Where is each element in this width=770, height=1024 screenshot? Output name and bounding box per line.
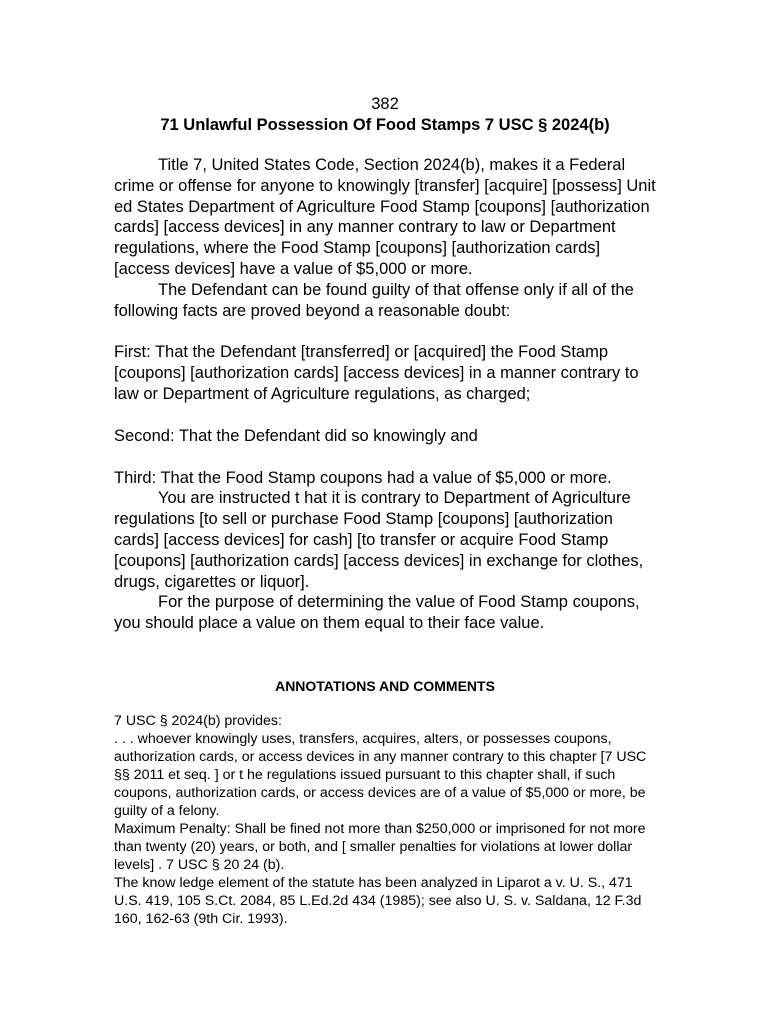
element-third: Third: That the Food Stamp coupons had a value of $5,000 or more.	[114, 468, 612, 487]
instruction-text	[114, 155, 659, 634]
paragraph-value: For the purpose of determining the value of Food Stamp coupons, you should place a value on them equal to their face value.	[114, 593, 640, 633]
page-number: 382	[371, 95, 399, 113]
annotation-penalty: Maximum Penalty: Shall be fined not more than $250,000 or imprisoned for not more than twenty (20) years, or both, and [ smaller penalties for violations at lower dollar levels] . 7 USC § 20 24 (b).	[114, 821, 646, 873]
page-title: 71 Unlawful Possession Of Food Stamps 7 USC § 2024(b)	[160, 116, 610, 134]
annotations-text	[114, 712, 659, 928]
element-second: Second: That the Defendant did so knowingly and	[114, 426, 478, 445]
element-first: First: That the Defendant [transferred] or [acquired] the Food Stamp [coupons] [authorization cards] [access devices] in a manner contrary to law or Department of Agriculture regulations, as charged;	[114, 343, 639, 403]
annotation-statute: 7 USC § 2024(b) provides:	[114, 713, 282, 729]
paragraph-elements-intro: The Defendant can be found guilty of that offense only if all of the following facts are proved beyond a reasonable doubt:	[114, 280, 634, 320]
annotation-case-law: The know ledge element of the statute has been analyzed in Liparot a v. U. S., 471 U.S. 419, 105 S.Ct. 2084, 85 L.Ed.2d 434 (1985); see also U. S. v. Saldana, 12 F.3d 160, 162-63 (9th Cir. 1993).	[114, 875, 642, 927]
annotation-quote: . . . whoever knowingly uses, transfers, acquires, alters, or possesses coupons, authorization cards, or access devices in any manner contrary to this chapter [7 USC §§ 2011 et seq. ] or t he regulations issued pursuant to this chapter shall, if such coupons, authorization cards, or access devices are of a value of $5,000 or more, be guilty of a felony.	[114, 731, 647, 819]
paragraph-regulations: You are instructed t hat it is contrary to Department of Agriculture regulations [to sell or purchase Food Stamp [coupons] [authorization cards] [access devices] for cash] [to transfer or acquire Food Stamp [coupons] [authorization cards] [access devices] in exchange for clothes, drugs, cigarettes or liquor].	[114, 489, 644, 591]
paragraph-intro: Title 7, United States Code, Section 2024(b), makes it a Federal crime or offense for anyone to knowingly [transfer] [acquire] [possess] Unit ed States Department of Agriculture Food Stamp [coupons] [authorization cards] [access devices] in any manner contrary to law or Department regulations, where the Food Stamp [coupons] [authorization cards] [access devices] have a value of $5,000 or more.	[114, 156, 656, 278]
annotations-heading: ANNOTATIONS AND COMMENTS	[275, 678, 495, 694]
